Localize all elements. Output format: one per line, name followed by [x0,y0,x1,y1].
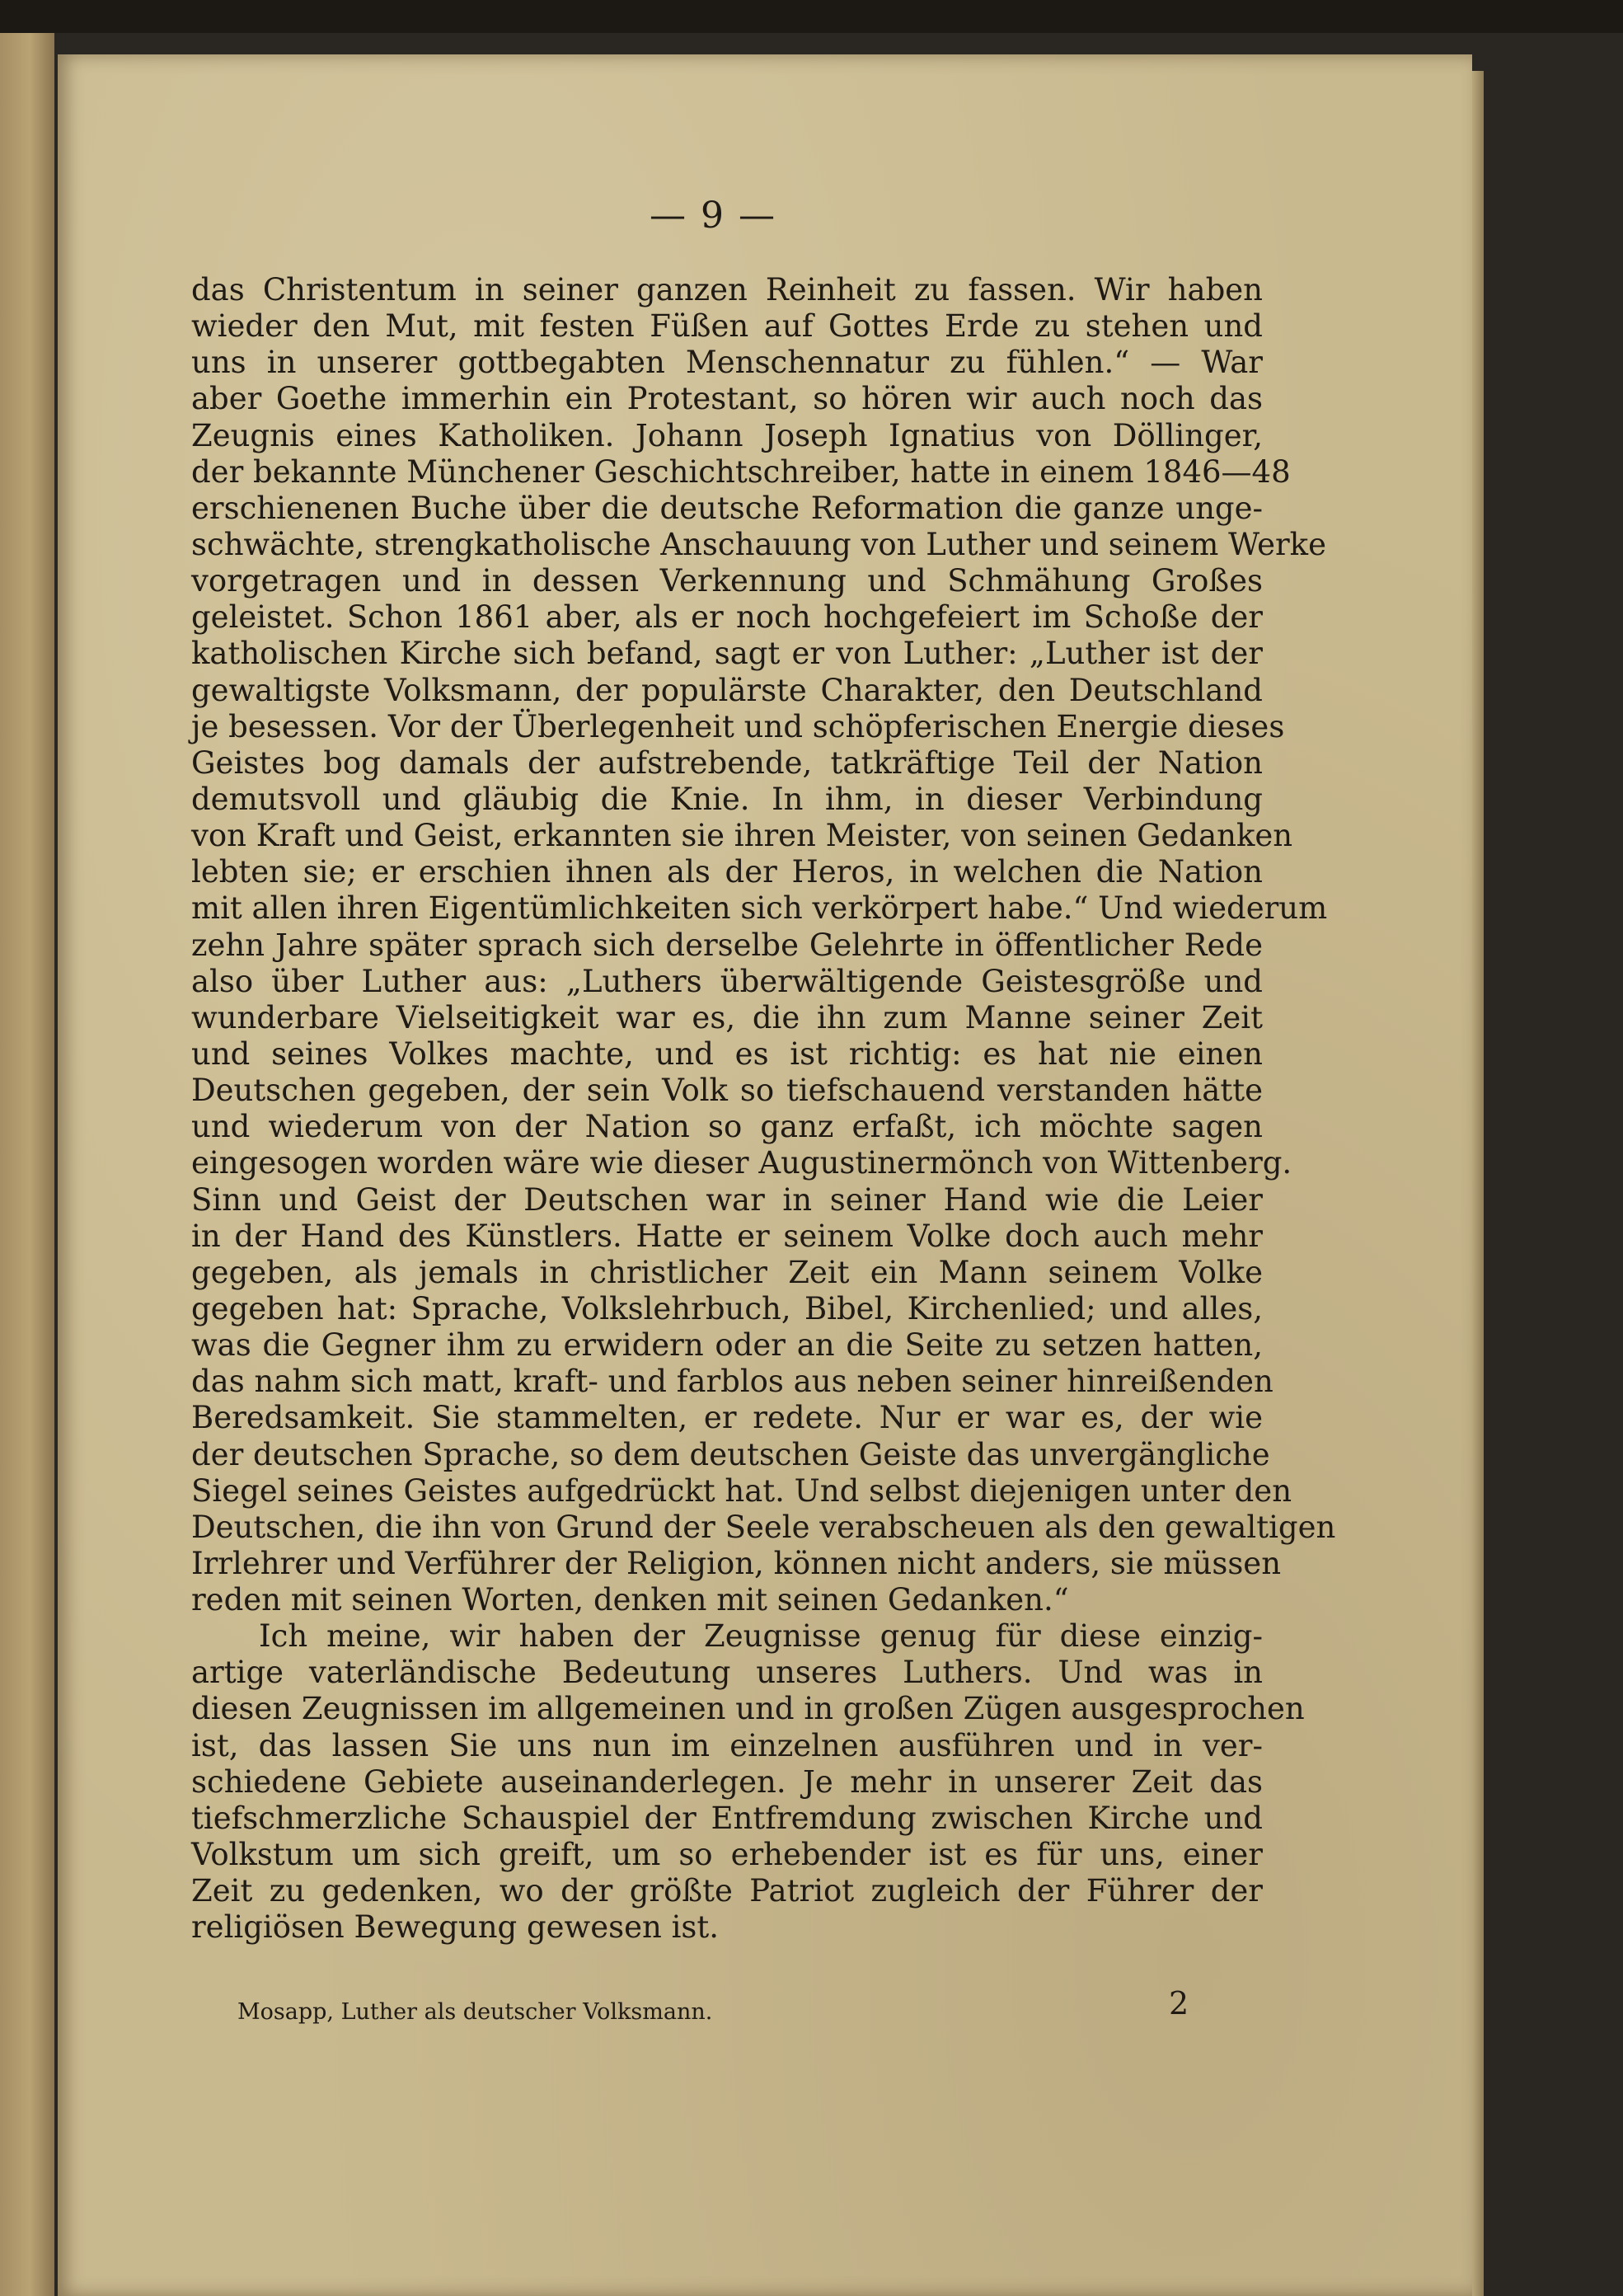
running-footer-title: Mosapp, Luther als deutscher Volksmann. [237,1999,713,2025]
text-line: reden mit seinen Worten, denken mit seinen Gedanken.“ [191,1582,1069,1618]
text-line: lebten sie; er erschien ihnen als der Heros, in welchen die Nation [191,854,1263,890]
text-line: gegeben hat: Sprache, Volkslehrbuch, Bibel, Kirchenlied; und alles, [191,1290,1263,1326]
text-line: katholischen Kirche sich befand, sagt er von Luther: „Luther ist der [191,636,1263,672]
text-line: schwächte, strengkatholische Anschauung von Luther und seinem Werke [191,526,1326,562]
text-line: und seines Volkes machte, und es ist richtig: es hat nie einen [191,1035,1263,1072]
text-line: tiefschmerzliche Schauspiel der Entfremdung zwischen Kirche und [191,1800,1263,1836]
text-line: diesen Zeugnissen im allgemeinen und in großen Zügen ausgesprochen [191,1691,1305,1727]
text-line: also über Luther aus: „Luthers überwältigende Geistesgröße und [191,963,1263,999]
text-line: Siegel seines Geistes aufgedrückt hat. Und selbst diejenigen unter den [191,1472,1292,1509]
text-line: Deutschen, die ihn von Grund der Seele verabscheuen als den gewaltigen [191,1509,1336,1545]
page-edge-shadow [1472,71,1484,2296]
page-number: — 9 — [650,195,776,237]
text-line: zehn Jahre später sprach sich derselbe Gelehrte in öffentlicher Rede [191,927,1263,963]
text-line: Beredsamkeit. Sie stammelten, er redete. Nur er war es, der wie [191,1400,1263,1436]
text-line: Volkstum um sich greift, um so erhebender ist es für uns, einer [191,1837,1263,1873]
text-line: eingesogen worden wäre wie dieser Augustinermönch von Wittenberg. [191,1145,1292,1181]
scan-background [0,0,1623,33]
text-line: wunderbare Vielseitigkeit war es, die ihn zum Manne seiner Zeit [191,999,1263,1035]
text-line: uns in unserer gottbegabten Menschennatur zu fühlen.“ — War [191,345,1263,381]
text-line: ist, das lassen Sie uns nun im einzelnen ausführen und in ver- [191,1727,1263,1763]
text-line: schiedene Gebiete auseinanderlegen. Je mehr in unserer Zeit das [191,1763,1263,1800]
body-text [191,272,1336,1946]
text-line: der bekannte Münchener Geschichtschreiber, hatte in einem 1846—48 [191,453,1291,490]
text-line: der deutschen Sprache, so dem deutschen Geiste das unvergängliche [191,1436,1270,1472]
text-line: was die Gegner ihm zu erwidern oder an die Seite zu setzen hatten, [191,1327,1263,1364]
text-line: das Christentum in seiner ganzen Reinheit zu fassen. Wir haben [191,272,1263,308]
text-line: erschienenen Buche über die deutsche Reformation die ganze unge- [191,490,1263,526]
text-line: gewaltigste Volksmann, der populärste Charakter, den Deutschland [191,672,1263,708]
text-line: Ich meine, wir haben der Zeugnisse genug für diese einzig- [259,1618,1263,1655]
text-line: gegeben, als jemals in christlicher Zeit ein Mann seinem Volke [191,1254,1263,1290]
text-line: Geistes bog damals der aufstrebende, tatkräftige Teil der Nation [191,744,1263,781]
text-line: mit allen ihren Eigentümlichkeiten sich verkörpert habe.“ Und wiederum [191,890,1328,927]
text-line: Deutschen gegeben, der sein Volk so tiefschauend verstanden hätte [191,1073,1263,1109]
text-line: artige vaterländische Bedeutung unseres Luthers. Und was in [191,1655,1263,1691]
text-line: Zeugnis eines Katholiken. Johann Joseph Ignatius von Döllinger, [191,417,1263,453]
text-line: Zeit zu gedenken, wo der größte Patriot zugleich der Führer der [191,1873,1263,1909]
text-line: Irrlehrer und Verführer der Religion, können nicht anders, sie müssen [191,1545,1282,1581]
text-line: von Kraft und Geist, erkannten sie ihren Meister, von seinen Gedanken [191,818,1293,854]
text-line: vorgetragen und in dessen Verkennung und Schmähung Großes [191,563,1263,599]
text-line: je besessen. Vor der Überlegenheit und schöpferischen Energie dieses [191,708,1285,744]
text-line: und wiederum von der Nation so ganz erfaßt, ich möchte sagen [191,1109,1263,1145]
text-line: religiösen Bewegung gewesen ist. [191,1909,720,1946]
text-line: aber Goethe immerhin ein Protestant, so hören wir auch noch das [191,381,1263,417]
facing-page-edge [0,33,54,2296]
text-line: wieder den Mut, mit festen Füßen auf Gottes Erde zu stehen und [191,308,1263,345]
signature-mark: 2 [1169,1985,1189,2021]
text-line: in der Hand des Künstlers. Hatte er seinem Volke doch auch mehr [191,1218,1263,1254]
text-line: das nahm sich matt, kraft- und farblos aus neben seiner hinreißenden [191,1364,1274,1400]
text-line: geleistet. Schon 1861 aber, als er noch hochgefeiert im Schoße der [191,599,1263,636]
text-line: Sinn und Geist der Deutschen war in seiner Hand wie die Leier [191,1181,1263,1218]
text-line: demutsvoll und gläubig die Knie. In ihm, in dieser Verbindung [191,781,1263,817]
